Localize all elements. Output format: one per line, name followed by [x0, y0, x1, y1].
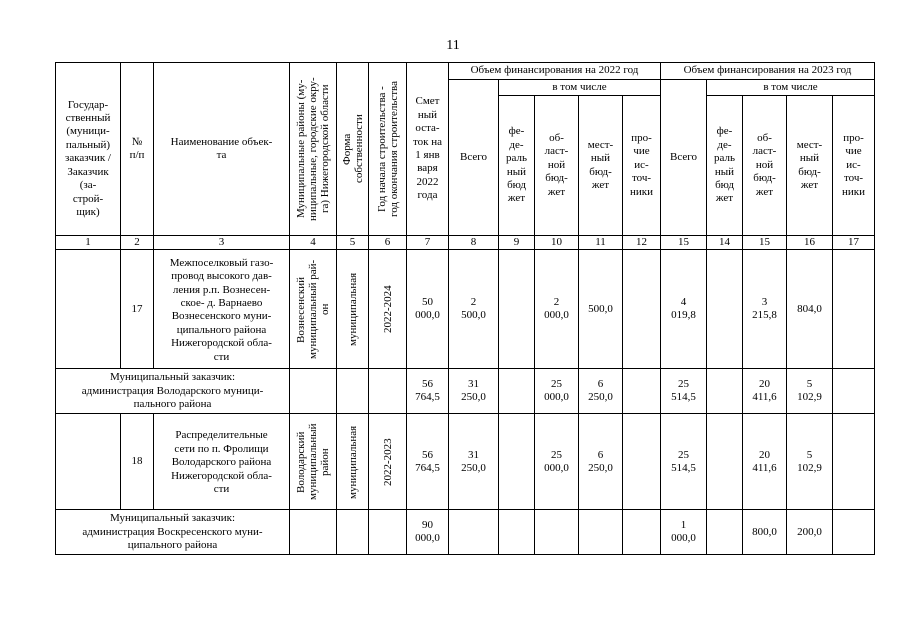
value-f23	[707, 414, 743, 510]
header-regional-2023: об- ласт- ной бюд- жет	[743, 96, 787, 236]
header-total-2023: Всего	[661, 80, 707, 236]
value-estimate: 50 000,0	[407, 250, 449, 369]
customer-label: Муниципальный заказчик: администрация Воскресенского муни- ципального района	[56, 510, 290, 555]
value-o23	[833, 250, 875, 369]
value-o23	[833, 510, 875, 555]
customer-label: Муниципальный заказчик: администрация Володарского муници- пального района	[56, 369, 290, 414]
value-l23: 5 102,9	[787, 369, 833, 414]
value-t23: 25 514,5	[661, 369, 707, 414]
header-including-2022: в том числе	[499, 80, 661, 96]
value-l22	[579, 510, 623, 555]
header-object-name: Наименование объек- та	[154, 63, 290, 236]
object-name: Межпоселковый газо- провод высокого дав- ления р.п. Вознесен- ское- д. Варнаево Вознесенского муни- ципального района Нижегородской обла- сти	[154, 250, 290, 369]
empty-cell	[369, 510, 407, 555]
value-f23	[707, 250, 743, 369]
value-l22: 500,0	[579, 250, 623, 369]
header-districts: Муниципальные районы (му- ниципальные, городские окру- га) Нижегородской области	[290, 63, 337, 236]
row-number: 17	[121, 250, 154, 369]
header-customer: Государ- ственный (муници- пальный) заказчик / Заказчик (за- строй- щик)	[56, 63, 121, 236]
header-ownership: Форма собственности	[337, 63, 369, 236]
financing-table	[55, 62, 875, 555]
col-num: 4	[290, 236, 337, 250]
value-f23	[707, 369, 743, 414]
header-other-2022: про- чие ис- точ- ники	[623, 96, 661, 236]
empty-cell	[369, 369, 407, 414]
col-num: 14	[707, 236, 743, 250]
value-l22: 6 250,0	[579, 369, 623, 414]
header-estimate: Смет ный оста- ток на 1 янв варя 2022 года	[407, 63, 449, 236]
empty-cell	[290, 369, 337, 414]
value-r22: 2 000,0	[535, 250, 579, 369]
header-funding-2022: Объем финансирования на 2022 год	[449, 63, 661, 80]
value-t22	[449, 510, 499, 555]
col-num: 5	[337, 236, 369, 250]
col-num: 6	[369, 236, 407, 250]
col-num: 7	[407, 236, 449, 250]
col-num: 8	[449, 236, 499, 250]
value-r23: 800,0	[743, 510, 787, 555]
value-r23: 20 411,6	[743, 369, 787, 414]
value-o22	[623, 510, 661, 555]
value-t23: 4 019,8	[661, 250, 707, 369]
value-t22: 31 250,0	[449, 369, 499, 414]
value-o22	[623, 414, 661, 510]
col-num: 2	[121, 236, 154, 250]
table-row	[56, 414, 875, 510]
header-federal-2023: фе- де- раль ный бюд жет	[707, 96, 743, 236]
ownership: муниципальная	[337, 250, 369, 369]
col-num: 15	[743, 236, 787, 250]
value-o22	[623, 250, 661, 369]
header-years: Год начала строительства - год окончания строительства	[369, 63, 407, 236]
years: 2022-2023	[369, 414, 407, 510]
table-row	[56, 250, 875, 369]
col-num: 12	[623, 236, 661, 250]
col-num: 1	[56, 236, 121, 250]
col-num: 11	[579, 236, 623, 250]
value-l23: 804,0	[787, 250, 833, 369]
value-l22: 6 250,0	[579, 414, 623, 510]
table-body	[56, 63, 875, 555]
page-number: 11	[446, 38, 460, 53]
empty-cell	[337, 510, 369, 555]
value-l23: 5 102,9	[787, 414, 833, 510]
value-estimate: 56 764,5	[407, 369, 449, 414]
value-r22: 25 000,0	[535, 414, 579, 510]
header-other-2023: про- чие ис- точ- ники	[833, 96, 875, 236]
col-num: 15	[661, 236, 707, 250]
ownership: муниципальная	[337, 414, 369, 510]
value-r23: 3 215,8	[743, 250, 787, 369]
col-num: 9	[499, 236, 535, 250]
value-t22: 2 500,0	[449, 250, 499, 369]
header-federal-2022: фе- де- раль ный бюд жет	[499, 96, 535, 236]
empty-customer-cell	[56, 250, 121, 369]
value-t23: 1 000,0	[661, 510, 707, 555]
header-local-2022: мест- ный бюд- жет	[579, 96, 623, 236]
value-r22: 25 000,0	[535, 369, 579, 414]
col-num: 10	[535, 236, 579, 250]
customer-row	[56, 369, 875, 414]
value-o22	[623, 369, 661, 414]
col-num: 3	[154, 236, 290, 250]
header-num: № п/п	[121, 63, 154, 236]
header-funding-2023: Объем финансирования на 2023 год	[661, 63, 875, 80]
value-f22	[499, 250, 535, 369]
value-r22	[535, 510, 579, 555]
empty-cell	[337, 369, 369, 414]
col-num: 16	[787, 236, 833, 250]
header-regional-2022: об- ласт- ной бюд- жет	[535, 96, 579, 236]
empty-cell	[290, 510, 337, 555]
header-total-2022: Всего	[449, 80, 499, 236]
years: 2022-2024	[369, 250, 407, 369]
value-o23	[833, 369, 875, 414]
header-row-1	[56, 63, 875, 80]
value-t23: 25 514,5	[661, 414, 707, 510]
value-estimate: 56 764,5	[407, 414, 449, 510]
empty-customer-cell	[56, 414, 121, 510]
value-f23	[707, 510, 743, 555]
value-t22: 31 250,0	[449, 414, 499, 510]
header-including-2023: в том числе	[707, 80, 875, 96]
value-f22	[499, 414, 535, 510]
district: Вознесенский муниципальный рай- он	[290, 250, 337, 369]
value-f22	[499, 510, 535, 555]
col-num: 17	[833, 236, 875, 250]
value-estimate: 90 000,0	[407, 510, 449, 555]
customer-row	[56, 510, 875, 555]
header-local-2023: мест- ный бюд- жет	[787, 96, 833, 236]
value-l23: 200,0	[787, 510, 833, 555]
value-f22	[499, 369, 535, 414]
column-number-row	[56, 236, 875, 250]
value-r23: 20 411,6	[743, 414, 787, 510]
object-name: Распределительные сети по п. Фролищи Володарского района Нижегородской обла- сти	[154, 414, 290, 510]
district: Володарский муниципальный район	[290, 414, 337, 510]
value-o23	[833, 414, 875, 510]
row-number: 18	[121, 414, 154, 510]
